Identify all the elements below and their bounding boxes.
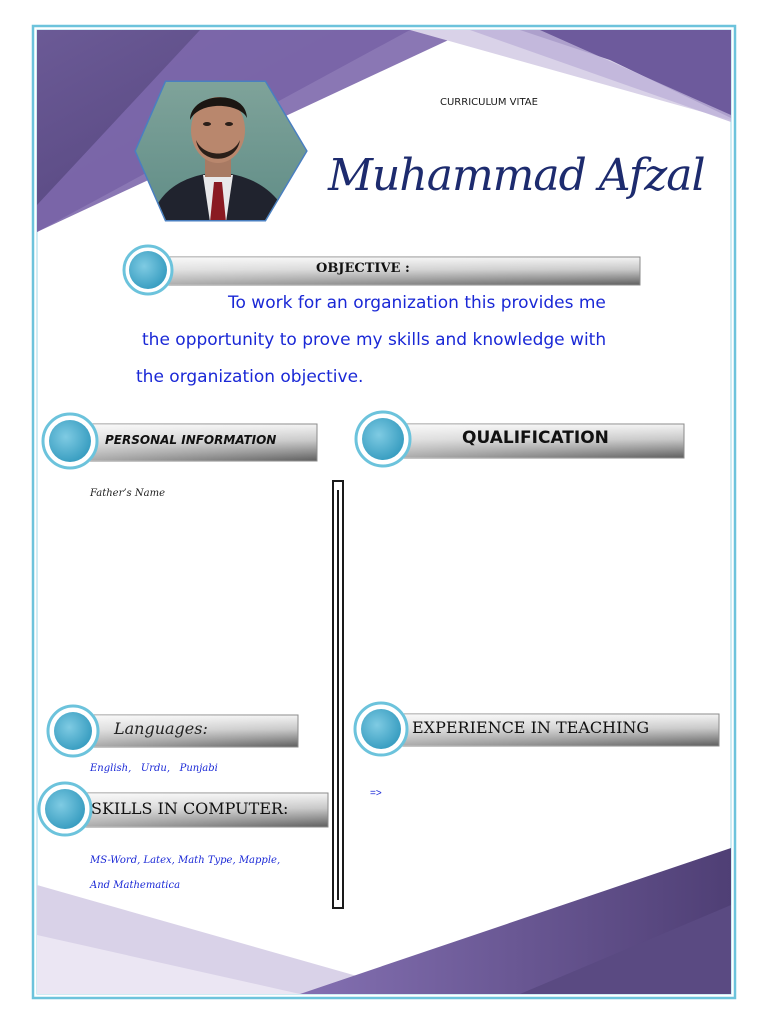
skills-line-1: MS-Word, Latex, Math Type, Mapple, (90, 855, 281, 866)
qualification-heading: QUALIFICATION (462, 428, 609, 448)
objective-text (100, 285, 660, 396)
document-type-label: CURRICULUM VITAE (440, 97, 538, 108)
skills-heading: SKILLS IN COMPUTER: (91, 799, 289, 818)
objective-line-2: the opportunity to prove my skills and knowledge with (142, 330, 607, 350)
objective-heading: OBJECTIVE : (316, 261, 410, 276)
fathers-name-label: Father’s Name (90, 488, 165, 499)
candidate-name: Muhammad Afzal (328, 150, 705, 201)
languages-list: English, Urdu, Punjabi (90, 763, 218, 774)
objective-line-3: the organization objective. (136, 367, 364, 387)
experience-heading: EXPERIENCE IN TEACHING (412, 718, 650, 737)
objective-line-1: To work for an organization this provides me (228, 293, 606, 313)
personal-heading: PERSONAL INFORMATION (105, 433, 277, 447)
skills-line-2: And Mathematica (90, 880, 181, 891)
experience-entry: => (370, 788, 382, 799)
languages-heading: Languages: (114, 719, 208, 738)
